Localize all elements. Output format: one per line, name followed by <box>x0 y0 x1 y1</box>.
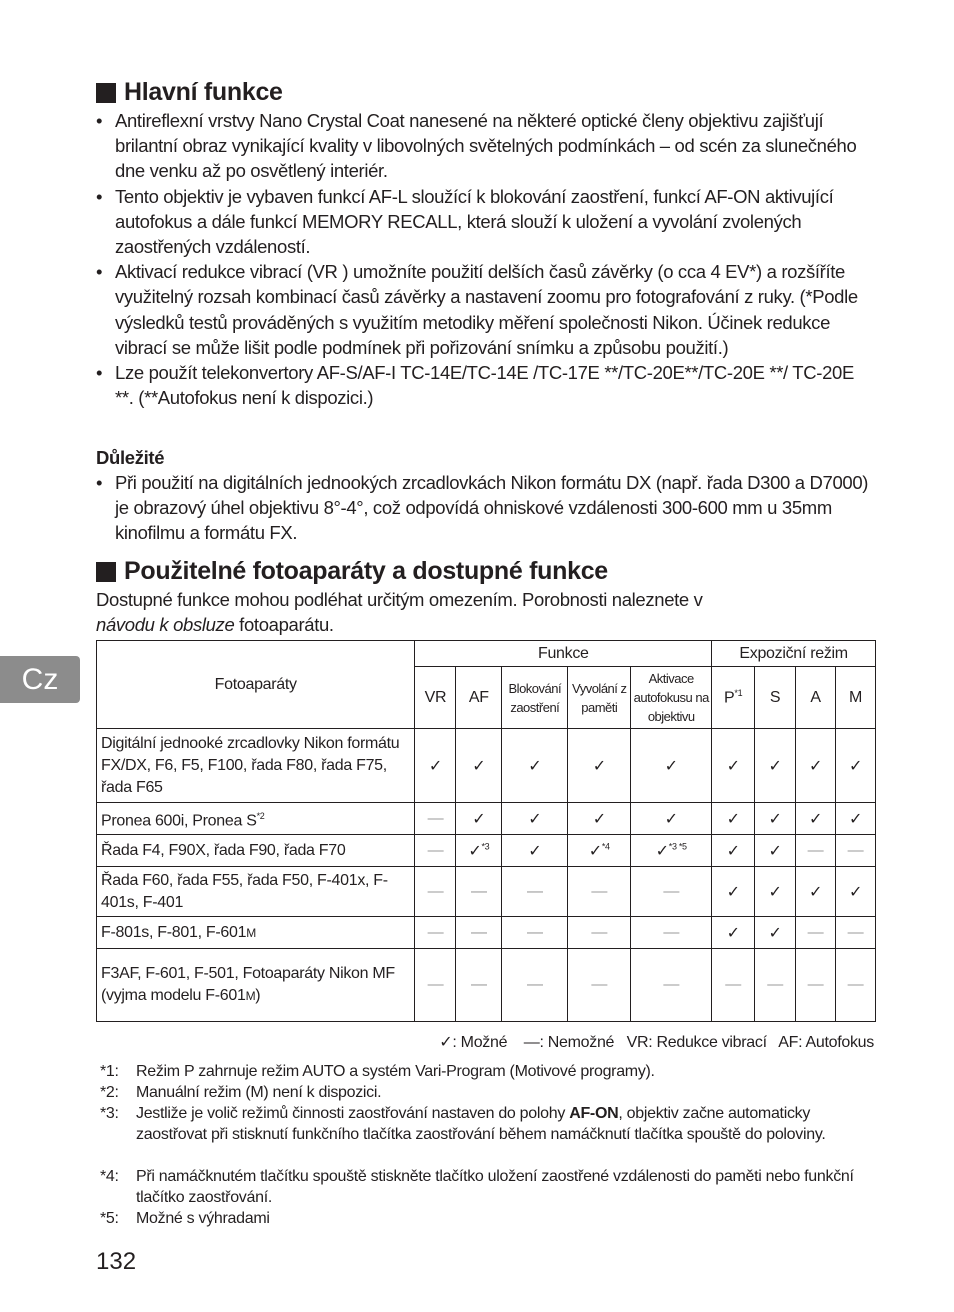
table-row <box>97 729 876 803</box>
footnote-key: *4: <box>100 1168 119 1185</box>
check-icon <box>568 803 631 835</box>
camera-name <box>97 949 415 1022</box>
cell-mark: ✓ <box>588 842 602 860</box>
table-legend: ✓: Možné —: Nemožné VR: Redukce vibrací AF: Autofokus <box>439 1034 874 1051</box>
dash-icon <box>456 949 502 1022</box>
footnote-ref: *3 *5 <box>668 841 687 852</box>
cell-mark: ✓ <box>592 757 606 775</box>
dash-icon <box>836 949 876 1022</box>
footnote-key: *1: <box>100 1063 119 1080</box>
dash-icon <box>502 917 568 949</box>
check-icon <box>712 729 755 803</box>
square-bullet-icon <box>96 83 116 103</box>
dash-icon <box>502 867 568 917</box>
check-icon <box>836 803 876 835</box>
cell-mark: — <box>427 882 444 900</box>
square-bullet-icon <box>96 562 116 582</box>
footnote-text: Manuální režim (M) není k dispozici. <box>136 1084 382 1101</box>
dash-icon <box>631 949 712 1022</box>
cell-mark: — <box>847 841 864 859</box>
cell-mark: ✓ <box>726 842 740 860</box>
cell-mark: ✓ <box>428 757 442 775</box>
cell-mark: ✓ <box>808 757 823 775</box>
cell-mark: — <box>807 841 824 859</box>
cell-mark: ✓ <box>528 757 542 775</box>
section-heading-compatible-cameras <box>96 557 608 586</box>
check-icon <box>631 729 712 803</box>
check-icon <box>796 729 836 803</box>
cell-mark: ✓ <box>768 810 782 828</box>
cell-mark: ✓ <box>664 757 678 775</box>
important-heading: Důležité <box>96 447 165 468</box>
camera-name-text: Digitální jednooké zrcadlovky Nikon formátu FX/DX, F6, F5, F100, řada F80, řada F75, řada F65 <box>101 734 400 796</box>
check-icon <box>755 867 796 917</box>
dash-icon <box>631 917 712 949</box>
footnote-key: *5: <box>100 1210 119 1227</box>
footnote-text: Režim P zahrnuje režim AUTO a systém Vari-Program (Motivové programy). <box>136 1063 655 1080</box>
check-icon <box>631 835 712 867</box>
cell-mark: — <box>663 882 680 900</box>
dash-icon <box>712 949 755 1022</box>
check-icon <box>502 729 568 803</box>
cell-mark: ✓ <box>768 757 782 775</box>
camera-name <box>97 803 415 835</box>
footnote-ref: *4 <box>601 841 610 852</box>
cell-mark: — <box>526 923 543 941</box>
column-header: Blokování zaostření <box>502 667 568 729</box>
check-icon <box>568 729 631 803</box>
list-item: • Lze použít telekonvertory AF-S/AF-I TC-14E/TC-14E /TC-17E **/TC-20E**/TC-20E **/ TC-20E **. (**Autofokus není k dispozici.) <box>96 360 876 410</box>
cell-mark: — <box>427 841 444 859</box>
heading-text: Použitelné fotoaparáty a dostupné funkce <box>124 557 608 585</box>
name-end: ) <box>255 987 261 1004</box>
cell-mark: — <box>526 882 543 900</box>
dash-icon <box>456 867 502 917</box>
cell-mark: ✓ <box>848 757 863 775</box>
cell-mark: ✓ <box>472 810 486 828</box>
check-icon <box>755 729 796 803</box>
footnote <box>100 1061 880 1082</box>
check-icon <box>631 803 712 835</box>
column-header: AF <box>456 667 502 729</box>
cell-mark: — <box>591 882 608 900</box>
cell-mark: — <box>767 976 783 993</box>
camera-name <box>97 867 415 917</box>
cell-mark: — <box>591 976 608 993</box>
cell-mark: ✓ <box>768 842 782 860</box>
cell-mark: ✓ <box>528 842 542 860</box>
cell-mark: ✓ <box>726 810 740 828</box>
cell-mark: — <box>471 882 487 900</box>
intro-text-end: fotoaparátu. <box>234 614 334 636</box>
cell-mark: — <box>427 923 444 941</box>
check-icon <box>836 729 876 803</box>
dash-icon <box>836 917 876 949</box>
dash-icon <box>568 917 631 949</box>
table-row <box>97 867 876 917</box>
cell-mark: ✓ <box>808 810 823 828</box>
page-number: 132 <box>96 1248 137 1275</box>
check-icon <box>712 835 755 867</box>
cell-mark: — <box>807 976 824 993</box>
cell-mark: ✓ <box>808 883 823 901</box>
camera-name <box>97 917 415 949</box>
check-icon <box>502 835 568 867</box>
cell-mark: — <box>807 923 824 941</box>
check-icon <box>836 867 876 917</box>
column-header: M <box>836 667 876 729</box>
dash-icon <box>415 867 456 917</box>
cell-mark: ✓ <box>528 810 542 828</box>
footnote-key: *2: <box>100 1084 119 1101</box>
list-item: • Při použití na digitálních jednookých zrcadlovkách Nikon formátu DX (např. řada D300 a D7000) je obrazový úhel objektivu 8°-4°, což odpovídá ohniskové vzdálenosti 300-600 mm u 35mm kinofilmu a formátu FX. <box>96 470 876 546</box>
cell-mark: ✓ <box>472 757 486 775</box>
cell-mark: — <box>591 923 608 941</box>
column-header: Aktivace autofokusu na objektivu <box>631 667 712 729</box>
camera-name <box>97 835 415 867</box>
dash-icon <box>568 949 631 1022</box>
camera-name-text: F3AF, F-601, F-501, Fotoaparáty Nikon MF (vyjma modelu F-601 <box>101 965 395 1004</box>
cell-mark: ✓ <box>468 842 482 860</box>
check-icon <box>502 803 568 835</box>
footnote-ref: *2 <box>256 810 265 821</box>
column-header: S <box>755 667 796 729</box>
dash-icon <box>796 835 836 867</box>
header-cameras: Fotoaparáty <box>97 641 415 729</box>
cell-mark: ✓ <box>848 810 863 828</box>
check-icon <box>712 917 755 949</box>
dash-icon <box>415 803 456 835</box>
language-tab: Cz <box>0 656 80 703</box>
compatibility-table <box>96 640 876 1022</box>
cell-mark: — <box>847 976 864 993</box>
cell-mark: ✓ <box>655 842 669 860</box>
list-item: • Antireflexní vrstvy Nano Crystal Coat nanesené na některé optické členy objektivu zajišťují brilantní obraz vynikající kvality v libovolných světelných podmínkách – od scén za slunečného dne venku až po osvětlený interiér. <box>96 108 876 184</box>
camera-name-text: Pronea 600i, Pronea S <box>101 812 257 830</box>
dash-icon <box>415 949 456 1022</box>
dash-icon <box>796 917 836 949</box>
camera-name <box>97 729 415 803</box>
footnote-key: *3: <box>100 1105 119 1122</box>
cell-mark: — <box>725 976 741 993</box>
cell-mark: — <box>471 923 487 941</box>
footnote <box>100 1166 880 1208</box>
check-icon <box>456 835 502 867</box>
footnote-text: Při namáčknutém tlačítku spouště stiskněte tlačítko uložení zaostřené vzdálenosti do paměti nebo funkční tlačítko zaostřování. <box>136 1168 854 1206</box>
cell-mark: — <box>526 976 543 993</box>
column-header: Vyvolání z paměti <box>568 667 631 729</box>
dash-icon <box>568 867 631 917</box>
check-icon <box>568 835 631 867</box>
heading-text: Hlavní funkce <box>124 78 283 106</box>
list-item: • Aktivací redukce vibrací (VR ) umožníte použití delších časů závěrky (o cca 4 EV*) a rozšíříte využitelný rozsah kombinací časů závěrky a nastavení zoomu pro fotografování z ruky. (*Podle výsledků testů prováděných s využitím metodiky měření společnosti Nikon. Účinek redukce vibrací se může lišit podle podmínek při pořizování snímku a způsobu použití.) <box>96 259 876 360</box>
manual-reference: návodu k obsluze <box>96 614 235 636</box>
dash-icon <box>836 835 876 867</box>
dash-icon <box>755 949 796 1022</box>
model-suffix: M <box>245 989 256 1003</box>
model-suffix: M <box>246 925 256 940</box>
footnote <box>100 1082 880 1103</box>
column-header: A <box>796 667 836 729</box>
cell-mark: ✓ <box>664 810 678 828</box>
footnote-text: Možné s výhradami <box>136 1210 270 1227</box>
cell-mark: ✓ <box>592 810 606 828</box>
check-icon <box>712 803 755 835</box>
camera-name-text: Řada F4, F90X, řada F90, řada F70 <box>101 841 346 859</box>
column-header: $P^{*1}$ <box>712 667 755 729</box>
check-icon <box>755 803 796 835</box>
table-row <box>97 835 876 867</box>
check-icon <box>456 803 502 835</box>
check-icon <box>415 729 456 803</box>
dash-icon <box>415 917 456 949</box>
features-list <box>96 108 876 410</box>
table-row <box>97 917 876 949</box>
list-item: • Tento objektiv je vybaven funkcí AF-L sloužící k blokování zaostření, funkcí AF-ON aktivující autofokus a dále funkcí MEMORY RECALL, která slouží k uložení a vyvolání zvolených zaostřených vzdáleností. <box>96 184 876 260</box>
cell-mark: — <box>663 976 680 993</box>
check-icon <box>755 917 796 949</box>
table-row <box>97 949 876 1022</box>
dash-icon <box>502 949 568 1022</box>
check-icon <box>796 803 836 835</box>
check-icon <box>796 867 836 917</box>
camera-name-text: Řada F60, řada F55, řada F50, F-401x, F-401s, F-401 <box>101 871 388 911</box>
dash-icon <box>415 835 456 867</box>
section-heading-main-features <box>96 78 283 107</box>
footnote-ref: *1 <box>734 687 743 698</box>
cell-mark: — <box>663 923 680 941</box>
footnote-ref: *3 <box>481 841 490 852</box>
cell-mark: ✓ <box>726 924 740 942</box>
cell-mark: ✓ <box>726 883 740 901</box>
header-functions: Funkce <box>415 641 712 667</box>
cell-mark: ✓ <box>768 924 782 942</box>
section-intro <box>96 587 876 637</box>
cell-mark: — <box>471 976 487 993</box>
intro-text: Dostupné funkce mohou podléhat určitým omezením. Porobnosti naleznete v <box>96 589 703 610</box>
cell-mark: ✓ <box>768 883 782 901</box>
cell-mark: ✓ <box>726 757 740 775</box>
camera-name-text: F-801s, F-801, F-601 <box>101 923 247 941</box>
header-exposure: Expoziční režim <box>712 641 876 667</box>
footnote <box>100 1208 880 1229</box>
table-row <box>97 803 876 835</box>
dash-icon <box>456 917 502 949</box>
cell-mark: ✓ <box>848 883 863 901</box>
check-icon <box>456 729 502 803</box>
footnote-text: , objektiv začne automaticky zaostřovat při stisknutí funkčního tlačítka zaostřování během namáčknutí tlačítka spouště do poloviny. <box>136 1105 826 1143</box>
column-header: VR <box>415 667 456 729</box>
cell-mark: — <box>427 809 444 827</box>
dash-icon <box>796 949 836 1022</box>
check-icon <box>755 835 796 867</box>
cell-mark: — <box>427 976 444 993</box>
af-on-label: AF-ON <box>569 1105 619 1122</box>
dash-icon <box>631 867 712 917</box>
cell-mark: — <box>847 923 864 941</box>
check-icon <box>712 867 755 917</box>
important-list <box>96 470 876 546</box>
footnote-text: Jestliže je volič režimů činnosti zaostřování nastaven do polohy <box>136 1105 570 1122</box>
footnote <box>100 1103 880 1145</box>
